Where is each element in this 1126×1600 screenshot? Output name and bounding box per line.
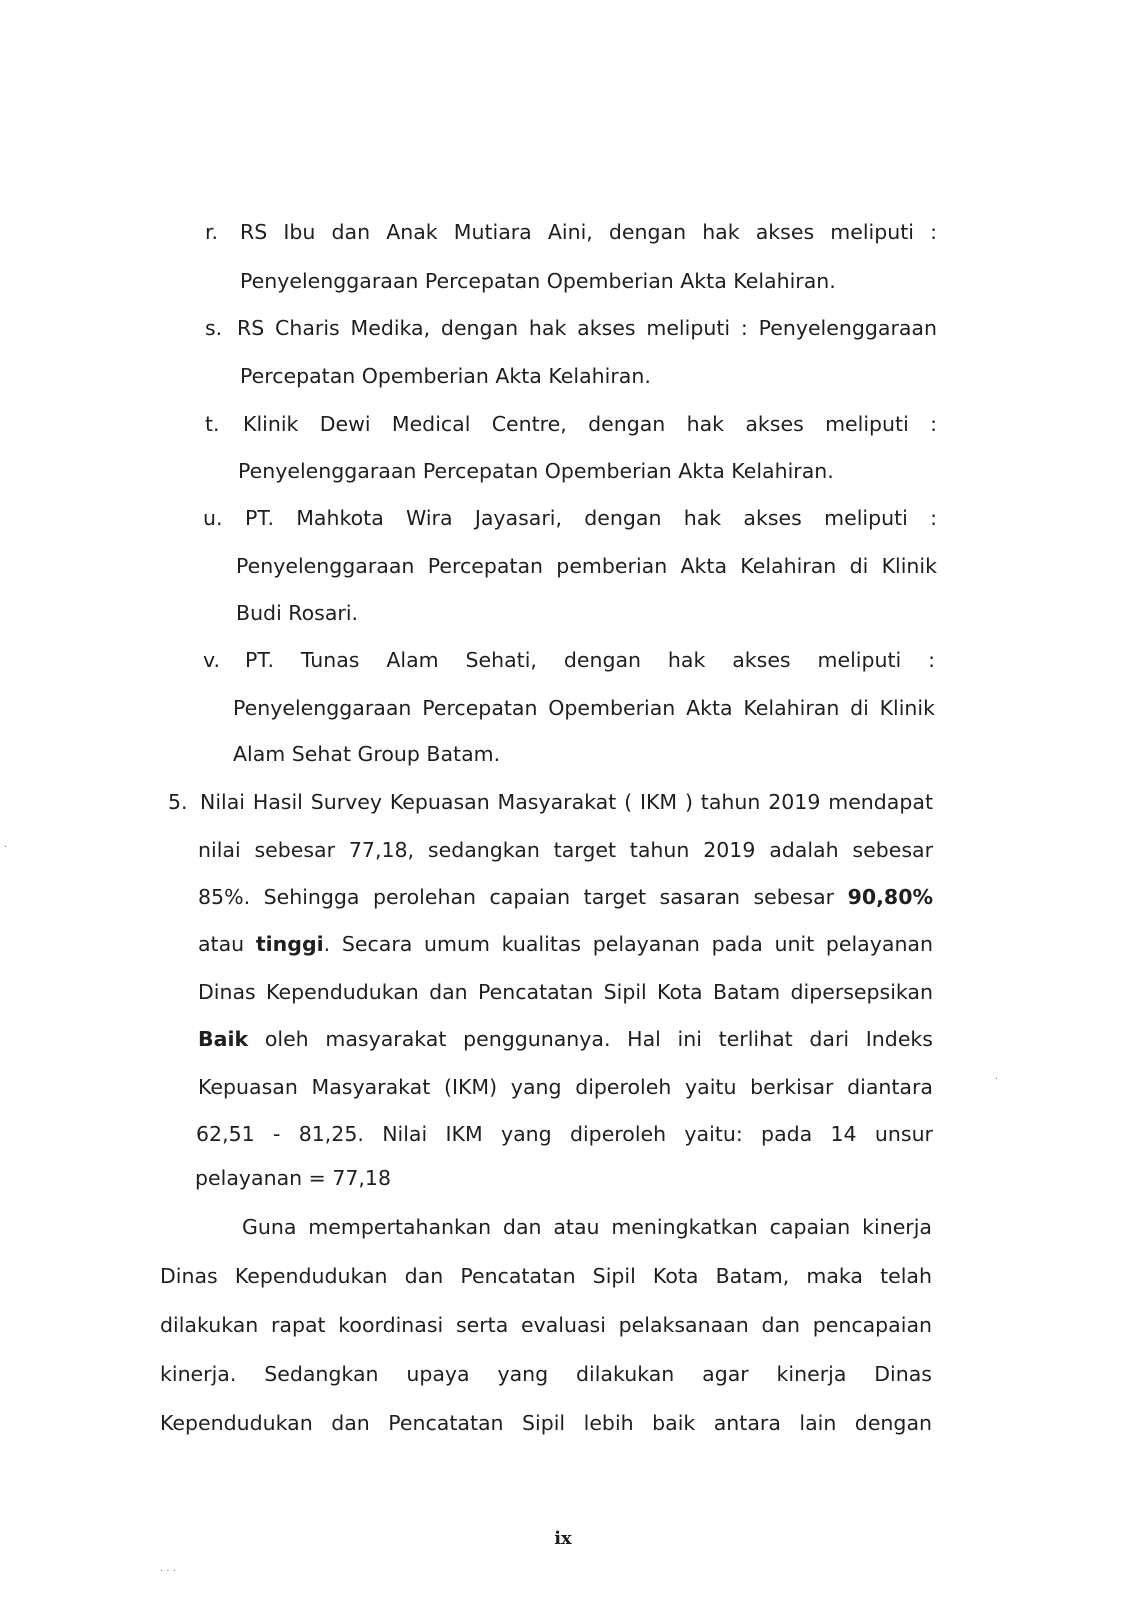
list-item-text: Percepatan Opemberian Akta Kelahiran. [240,364,651,388]
list-item-text: Penyelenggaraan Percepatan Opemberian Akta Kelahiran di Klinik [233,696,935,720]
list-item-text: Budi Rosari. [236,601,359,625]
paragraph-line: Dinas Kependudukan dan Pencatatan Sipil Kota Batam dipersepsikan [198,980,933,1004]
list-item-text: Penyelenggaraan Percepatan Opemberian Akta Kelahiran. [238,459,834,483]
paragraph-line: Guna mempertahankan dan atau meningkatkan capaian kinerja [242,1215,932,1239]
paragraph-line: dilakukan rapat koordinasi serta evaluasi pelaksanaan dan pencapaian [160,1313,932,1337]
paragraph-line [198,1025,933,1053]
paragraph-line: pelayanan = 77,18 [195,1166,392,1190]
paragraph-line: Nilai Hasil Survey Kepuasan Masyarakat ( IKM ) tahun 2019 mendapat [200,790,933,814]
list-marker: v. [203,648,221,672]
list-marker: s. [205,316,223,340]
paragraph-line: Dinas Kependudukan dan Pencatatan Sipil Kota Batam, maka telah [160,1264,932,1288]
paragraph-line: nilai sebesar 77,18, sedangkan target tahun 2019 adalah sebesar [198,838,933,862]
list-item-text: Penyelenggaraan Percepatan Opemberian Akta Kelahiran. [240,269,836,293]
paragraph-line [198,883,933,911]
paragraph-line: 62,51 - 81,25. Nilai IKM yang diperoleh yaitu: pada 14 unsur [196,1122,933,1146]
scan-speck: · · · [160,1566,176,1577]
list-item-text: Klinik Dewi Medical Centre, dengan hak akses meliputi : [243,412,937,436]
paragraph-line: Kependudukan dan Pencatatan Sipil lebih baik antara lain dengan [160,1411,932,1435]
list-marker: r. [205,220,219,244]
paragraph-line: kinerja. Sedangkan upaya yang dilakukan agar kinerja Dinas [160,1362,932,1386]
text-run: . Secara umum kualitas pelayanan pada unit pelayanan [323,932,933,956]
list-item-text: PT. Tunas Alam Sehati, dengan hak akses meliputi : [245,648,935,672]
list-marker: t. [205,412,220,436]
paragraph-line: Kepuasan Masyarakat (IKM) yang diperoleh yaitu berkisar diantara [198,1075,933,1099]
list-item-text: PT. Mahkota Wira Jayasari, dengan hak akses meliputi : [245,506,937,530]
list-item-text: RS Ibu dan Anak Mutiara Aini, dengan hak akses meliputi : [240,220,937,244]
text-run: 85%. Sehingga perolehan capaian target sasaran sebesar [198,885,835,909]
list-item-text: Alam Sehat Group Batam. [233,742,501,766]
list-marker: u. [203,506,223,530]
text-run: oleh masyarakat penggunanya. Hal ini terlihat dari Indeks [264,1027,933,1051]
scan-speck: · [995,1074,999,1085]
page-number: ix [554,1528,572,1549]
rating-baik: Baik [198,1027,249,1051]
paragraph-line [198,930,933,958]
scan-speck: · [4,842,8,853]
list-item-text: Penyelenggaraan Percepatan pemberian Akta Kelahiran di Klinik [236,554,937,578]
rating-tinggi: tinggi [255,932,324,956]
list-item-text: RS Charis Medika, dengan hak akses meliputi : Penyelenggaraan [237,316,937,340]
text-run: atau [198,932,245,956]
achievement-percentage: 90,80% [847,885,933,909]
section-number: 5. [168,790,188,814]
